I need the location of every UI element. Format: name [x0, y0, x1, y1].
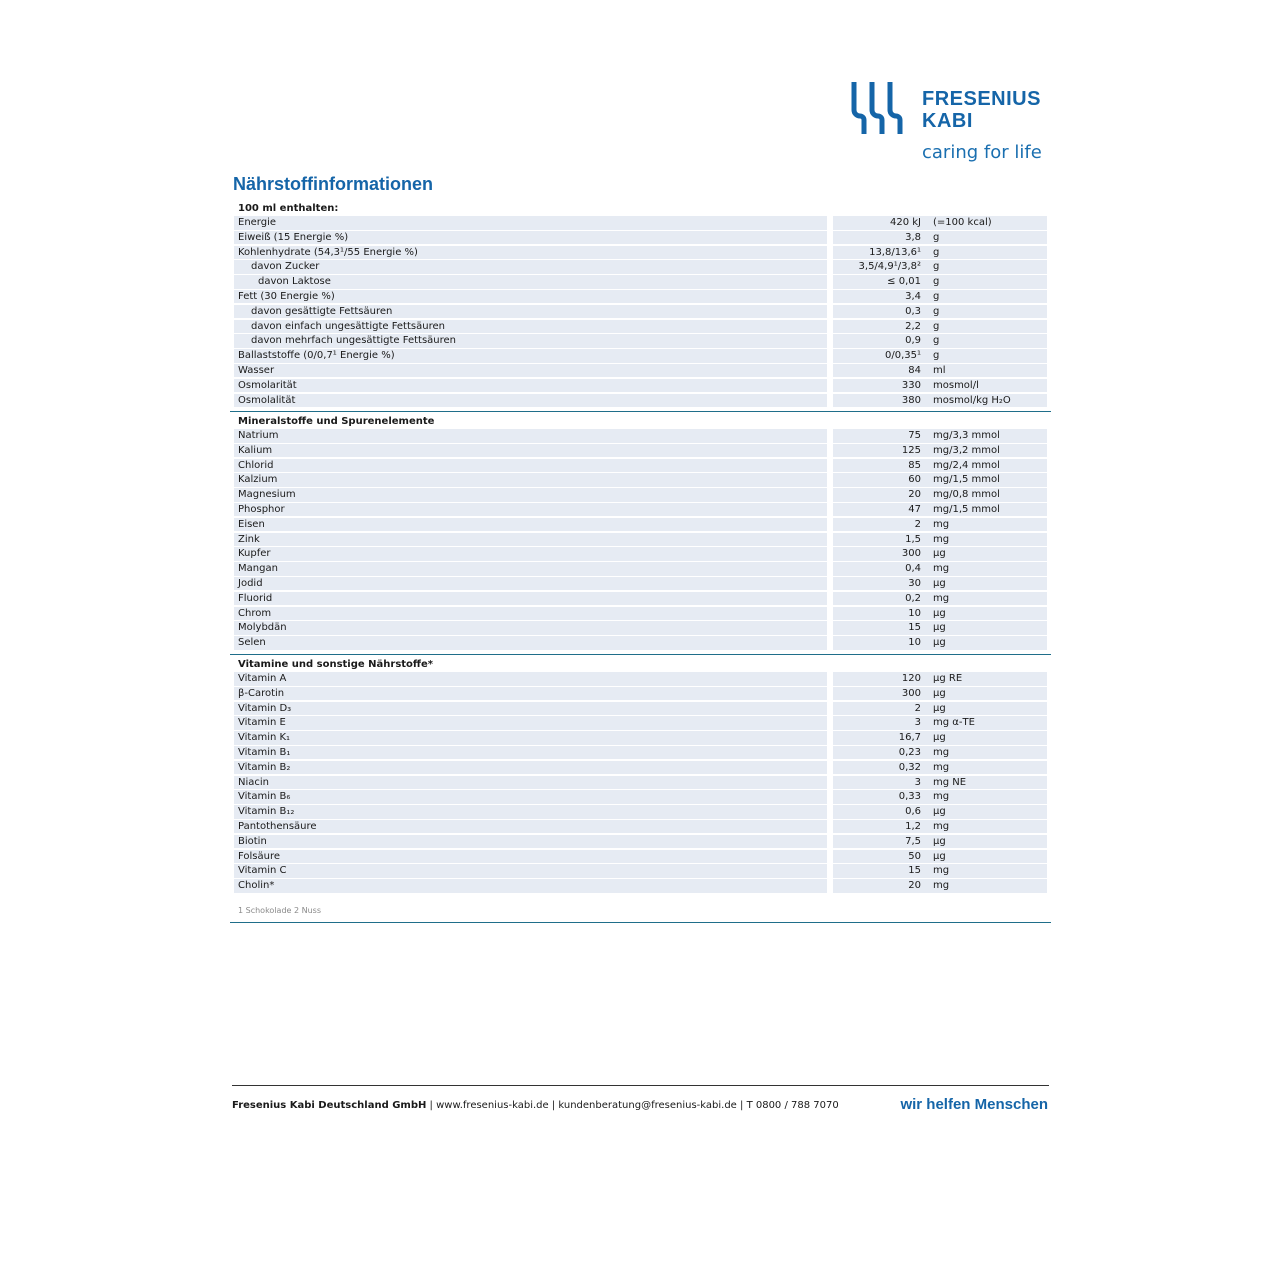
table-row — [230, 533, 1051, 548]
section-divider — [230, 654, 1051, 655]
nutrient-value-cell — [833, 320, 1047, 334]
nutrient-unit: g — [933, 320, 940, 332]
table-row — [230, 790, 1051, 805]
nutrient-unit: mg/3,3 mmol — [933, 430, 1000, 441]
nutrient-value-cell — [833, 790, 1047, 804]
nutrient-value-cell — [833, 672, 1047, 686]
footer-slogan: wir helfen Menschen — [900, 1096, 1048, 1113]
table-row — [230, 216, 1051, 231]
brand-name — [922, 88, 1041, 132]
table-row — [230, 562, 1051, 577]
table-row — [230, 716, 1051, 731]
nutrient-value: 50 — [908, 850, 921, 862]
nutrient-unit: mg — [933, 880, 950, 892]
table-row — [230, 636, 1051, 651]
section-heading: Mineralstoffe und Spurenelemente — [238, 416, 435, 427]
nutrient-value-cell — [833, 805, 1047, 819]
section-nutrients — [230, 201, 1051, 408]
nutrient-unit: mg/2,4 mmol — [933, 459, 1000, 471]
table-row — [230, 349, 1051, 364]
table-row — [230, 379, 1051, 394]
nutrient-value: 2 — [914, 702, 921, 714]
nutrient-unit: g — [933, 261, 940, 273]
nutrient-label: Magnesium — [234, 488, 827, 502]
nutrient-unit: g — [933, 305, 940, 317]
table-row — [230, 592, 1051, 607]
nutrient-unit: g — [933, 246, 940, 258]
table-row — [230, 702, 1051, 717]
nutrient-value-cell — [833, 488, 1047, 502]
nutrient-value: 75 — [908, 430, 921, 441]
nutrient-value: 84 — [908, 364, 921, 376]
fresenius-kabi-logo-icon — [850, 80, 906, 136]
nutrient-value: 0,3 — [905, 305, 921, 317]
nutrient-value-cell — [833, 290, 1047, 304]
fresenius-kabi-logo — [850, 78, 1050, 168]
nutrient-value-cell — [833, 246, 1047, 260]
nutrient-value-cell — [833, 231, 1047, 245]
nutrient-value-cell — [833, 459, 1047, 473]
nutrient-label: Cholin* — [234, 879, 827, 893]
nutrient-value: 7,5 — [905, 835, 921, 847]
nutrient-label: davon Laktose — [234, 275, 827, 289]
nutrient-value: 13,8/13,6¹ — [869, 246, 921, 258]
nutrient-unit: mg NE — [933, 776, 967, 788]
nutrient-value: 420 kJ — [889, 217, 921, 228]
nutrient-label: Kohlenhydrate (54,3¹/55 Energie %) — [234, 246, 827, 260]
table-row — [230, 672, 1051, 687]
nutrient-value: 380 — [901, 394, 921, 406]
nutrient-label: davon Zucker — [234, 260, 827, 274]
section-vitamins — [230, 657, 1051, 894]
nutrient-unit: µg — [933, 806, 946, 818]
nutrient-value-cell — [833, 275, 1047, 289]
nutrient-unit: µg — [933, 637, 946, 649]
nutrient-value-cell — [833, 364, 1047, 378]
table-row — [230, 334, 1051, 349]
nutrient-label: Fluorid — [234, 592, 827, 606]
nutrient-value: 1,5 — [905, 533, 921, 545]
table-end-divider — [230, 922, 1051, 923]
table-row — [230, 488, 1051, 503]
nutrient-value: 15 — [908, 622, 921, 634]
nutrient-value: 10 — [908, 637, 921, 649]
nutrient-value: 0/0,35¹ — [884, 350, 921, 362]
nutrient-unit: mg — [933, 865, 950, 877]
nutrient-value-cell — [833, 533, 1047, 547]
nutrient-label: Chlorid — [234, 459, 827, 473]
nutrient-label: Phosphor — [234, 503, 827, 517]
nutrient-unit: g — [933, 231, 940, 243]
nutrient-value-cell — [833, 731, 1047, 745]
nutrient-label: Osmolalität — [234, 394, 827, 408]
nutrient-value-cell — [833, 518, 1047, 532]
table-row — [230, 503, 1051, 518]
nutrient-value: 120 — [901, 673, 921, 684]
nutrient-value-cell — [833, 379, 1047, 393]
nutrient-unit: mg α-TE — [933, 717, 975, 729]
nutrient-label: Ballaststoffe (0/0,7¹ Energie %) — [234, 349, 827, 363]
nutrient-label: Molybdän — [234, 621, 827, 635]
nutrient-unit: mg/1,5 mmol — [933, 474, 1000, 486]
table-row — [230, 459, 1051, 474]
table-row — [230, 547, 1051, 562]
nutrient-value-cell — [833, 334, 1047, 348]
table-row — [230, 394, 1051, 409]
table-row — [230, 473, 1051, 488]
nutrient-value: 0,33 — [898, 791, 921, 803]
nutrient-value: 3,4 — [905, 290, 921, 302]
nutrient-value: 60 — [908, 474, 921, 486]
table-row — [230, 305, 1051, 320]
footer-phone: T 0800 / 788 7070 — [746, 1100, 839, 1111]
nutrient-value-cell — [833, 687, 1047, 701]
nutrient-label: Fett (30 Energie %) — [234, 290, 827, 304]
nutrient-value-cell — [833, 621, 1047, 635]
section-minerals — [230, 414, 1051, 651]
nutrient-label: Vitamin E — [234, 716, 827, 730]
nutrient-unit: g — [933, 276, 940, 288]
nutrient-value-cell — [833, 864, 1047, 878]
footer-company: Fresenius Kabi Deutschland GmbH — [232, 1100, 427, 1111]
nutrient-value-cell — [833, 394, 1047, 408]
footer-separator: | — [736, 1100, 747, 1111]
nutrient-unit: g — [933, 290, 940, 302]
nutrient-label: Vitamin A — [234, 672, 827, 686]
table-row — [230, 776, 1051, 791]
table-row — [230, 761, 1051, 776]
footer-email[interactable]: kundenberatung@fresenius-kabi.de — [558, 1100, 737, 1111]
nutrient-value-cell — [833, 577, 1047, 591]
table-row — [230, 444, 1051, 459]
nutrient-value: 0,6 — [905, 806, 921, 818]
nutrient-value-cell — [833, 607, 1047, 621]
footer-website[interactable]: www.fresenius-kabi.de — [436, 1100, 549, 1111]
nutrient-value-cell — [833, 776, 1047, 790]
nutrient-value: 85 — [908, 459, 921, 471]
table-row — [230, 864, 1051, 879]
nutrient-label: davon einfach ungesättigte Fettsäuren — [234, 320, 827, 334]
nutrient-label: Mangan — [234, 562, 827, 576]
nutrient-label: Eisen — [234, 518, 827, 532]
nutrient-unit: µg — [933, 577, 946, 589]
nutrient-unit: mg/3,2 mmol — [933, 444, 1000, 456]
nutrient-value: 16,7 — [898, 732, 921, 744]
section-heading: 100 ml enthalten: — [238, 203, 339, 214]
nutrient-unit: mg — [933, 533, 950, 545]
nutrient-value: 2 — [914, 518, 921, 530]
nutrient-label: Jodid — [234, 577, 827, 591]
nutrient-unit: ml — [933, 364, 946, 376]
nutrient-unit: µg — [933, 548, 946, 560]
nutrient-unit: mg/0,8 mmol — [933, 489, 1000, 501]
nutrient-value: 330 — [901, 379, 921, 391]
footer-separator: | — [426, 1100, 437, 1111]
nutrient-label: Zink — [234, 533, 827, 547]
footnote: 1 Schokolade 2 Nuss — [238, 906, 322, 915]
nutrient-label: Biotin — [234, 835, 827, 849]
nutrient-label: Pantothensäure — [234, 820, 827, 834]
table-row — [230, 621, 1051, 636]
nutrient-unit: µg RE — [933, 673, 963, 684]
nutrient-value-cell — [833, 592, 1047, 606]
nutrient-value: 20 — [908, 489, 921, 501]
nutrient-value-cell — [833, 260, 1047, 274]
nutrient-value-cell — [833, 820, 1047, 834]
nutrient-label: davon mehrfach ungesättigte Fettsäuren — [234, 334, 827, 348]
table-row — [230, 687, 1051, 702]
nutrient-value: 0,32 — [898, 761, 921, 773]
nutrient-value: 3 — [914, 717, 921, 729]
nutrient-value-cell — [833, 562, 1047, 576]
nutrient-value-cell — [833, 879, 1047, 893]
nutrient-value-cell — [833, 429, 1047, 443]
nutrient-value: 0,9 — [905, 335, 921, 347]
nutrient-label: Natrium — [234, 429, 827, 443]
nutrient-value: 47 — [908, 503, 921, 515]
table-row — [230, 879, 1051, 894]
nutrient-value: 1,2 — [905, 820, 921, 832]
table-row — [230, 275, 1051, 290]
nutrient-value: 300 — [901, 548, 921, 560]
nutrient-label: davon gesättigte Fettsäuren — [234, 305, 827, 319]
table-row — [230, 577, 1051, 592]
nutrient-unit: g — [933, 335, 940, 347]
nutrient-label: Osmolarität — [234, 379, 827, 393]
nutrient-value: 0,4 — [905, 563, 921, 575]
nutrient-unit: mg — [933, 592, 950, 604]
section-heading: Vitamine und sonstige Nährstoffe* — [238, 659, 434, 670]
nutrient-value: 3 — [914, 776, 921, 788]
nutrient-value: 2,2 — [905, 320, 921, 332]
nutrient-label: Vitamin B₂ — [234, 761, 827, 775]
table-row — [230, 260, 1051, 275]
brand-name-line2: KABI — [922, 110, 973, 132]
nutrient-unit: µg — [933, 622, 946, 634]
nutrient-label: Vitamin B₁₂ — [234, 805, 827, 819]
nutrient-value-cell — [833, 305, 1047, 319]
table-row — [230, 805, 1051, 820]
nutrient-unit: µg — [933, 607, 946, 619]
nutrient-value-cell — [833, 702, 1047, 716]
nutrient-unit: (=100 kcal) — [933, 217, 992, 228]
nutrient-value: 20 — [908, 880, 921, 892]
nutrient-label: Chrom — [234, 607, 827, 621]
nutrient-unit: mg — [933, 518, 950, 530]
nutrient-label: Niacin — [234, 776, 827, 790]
nutrient-value-cell — [833, 444, 1047, 458]
nutrient-unit: mosmol/kg H₂O — [933, 394, 1011, 406]
nutrient-value-cell — [833, 547, 1047, 561]
nutrient-value-cell — [833, 835, 1047, 849]
nutrient-value: 125 — [901, 444, 921, 456]
nutrient-unit: µg — [933, 850, 946, 862]
nutrient-label: β-Carotin — [234, 687, 827, 701]
page-title: Nährstoffinformationen — [233, 174, 433, 194]
nutrient-value: ≤ 0,01 — [887, 276, 921, 288]
nutrient-unit: mg/1,5 mmol — [933, 503, 1000, 515]
nutrient-value-cell — [833, 636, 1047, 650]
nutrient-label: Folsäure — [234, 850, 827, 864]
nutrient-label: Vitamin K₁ — [234, 731, 827, 745]
nutrient-value-cell — [833, 349, 1047, 363]
table-row — [230, 835, 1051, 850]
table-row — [230, 518, 1051, 533]
nutrient-value: 15 — [908, 865, 921, 877]
nutrient-value-cell — [833, 473, 1047, 487]
nutrient-label: Eiweiß (15 Energie %) — [234, 231, 827, 245]
footer-separator: | — [548, 1100, 559, 1111]
footer-divider — [232, 1085, 1049, 1086]
table-row — [230, 429, 1051, 444]
nutrient-label: Energie — [234, 216, 827, 230]
nutrient-unit: µg — [933, 702, 946, 714]
table-row — [230, 231, 1051, 246]
table-row — [230, 246, 1051, 261]
nutrient-value: 300 — [901, 687, 921, 699]
brand-name-line1: FRESENIUS — [922, 88, 1041, 110]
nutrient-label: Vitamin B₆ — [234, 790, 827, 804]
nutrient-value-cell — [833, 761, 1047, 775]
nutrient-label: Selen — [234, 636, 827, 650]
nutrient-value: 0,23 — [898, 746, 921, 758]
nutrient-label: Kalium — [234, 444, 827, 458]
nutrient-unit: g — [933, 350, 940, 362]
nutrient-label: Kalzium — [234, 473, 827, 487]
nutrient-unit: µg — [933, 835, 946, 847]
nutrient-label: Vitamin D₃ — [234, 702, 827, 716]
nutrient-unit: mg — [933, 761, 950, 773]
nutrient-label: Vitamin C — [234, 864, 827, 878]
nutrient-value-cell — [833, 216, 1047, 230]
nutrient-value: 10 — [908, 607, 921, 619]
nutrient-unit: mg — [933, 563, 950, 575]
section-divider — [230, 411, 1051, 412]
nutrient-unit: µg — [933, 687, 946, 699]
table-row — [230, 731, 1051, 746]
table-row — [230, 820, 1051, 835]
table-row — [230, 746, 1051, 761]
footer-contact — [232, 1100, 839, 1111]
nutrient-value-cell — [833, 850, 1047, 864]
nutrient-unit: mosmol/l — [933, 379, 979, 391]
nutrient-value: 3,5/4,9¹/3,8² — [858, 261, 921, 273]
nutrient-value: 3,8 — [905, 231, 921, 243]
table-row — [230, 850, 1051, 865]
nutrient-unit: mg — [933, 746, 950, 758]
table-row — [230, 364, 1051, 379]
brand-tagline: caring for life — [922, 142, 1042, 163]
nutrient-unit: mg — [933, 791, 950, 803]
nutrient-value-cell — [833, 716, 1047, 730]
nutrient-value-cell — [833, 503, 1047, 517]
nutrient-value-cell — [833, 746, 1047, 760]
nutrient-unit: µg — [933, 732, 946, 744]
nutrient-value: 0,2 — [905, 592, 921, 604]
nutrient-unit: mg — [933, 820, 950, 832]
nutrient-label: Wasser — [234, 364, 827, 378]
nutrient-label: Kupfer — [234, 547, 827, 561]
table-row — [230, 607, 1051, 622]
table-row — [230, 290, 1051, 305]
table-row — [230, 320, 1051, 335]
nutrient-label: Vitamin B₁ — [234, 746, 827, 760]
nutrient-value: 30 — [908, 577, 921, 589]
